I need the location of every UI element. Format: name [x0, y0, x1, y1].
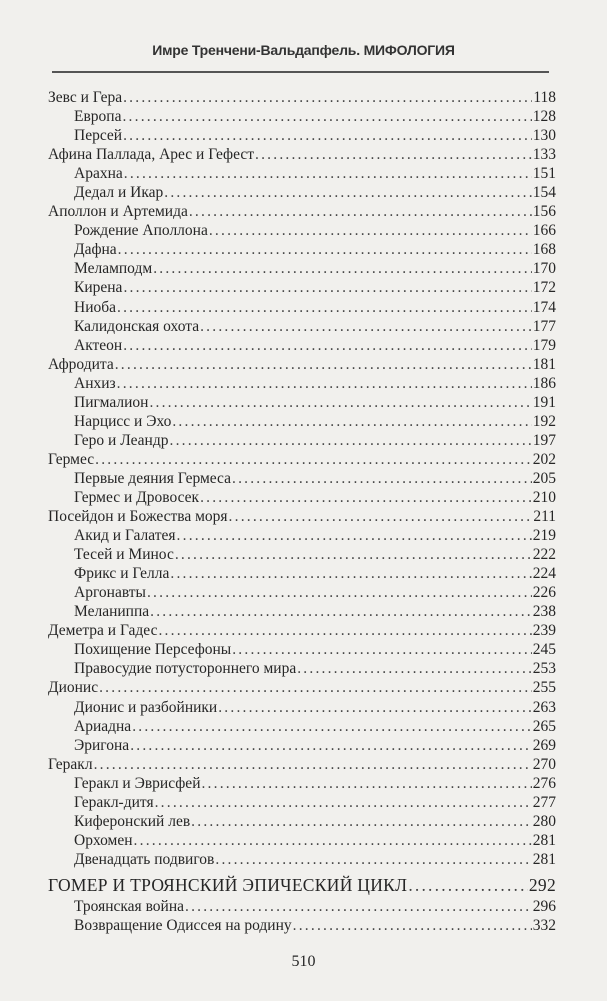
dot-leader: [123, 278, 531, 297]
dot-leader: [293, 916, 532, 935]
toc-entry-title: Анхиз: [74, 374, 116, 392]
dot-leader: [255, 145, 532, 164]
toc-entry: [48, 640, 556, 659]
dot-leader: [149, 393, 531, 412]
toc-entry: [48, 488, 556, 507]
dot-leader: [122, 107, 531, 126]
dot-leader: [150, 602, 532, 621]
toc-entry: [48, 126, 556, 145]
toc-entry-page: 172: [532, 279, 556, 297]
toc-entry-title: Гермес: [48, 450, 95, 468]
toc-entry-title: Персей: [74, 127, 123, 145]
dot-leader: [408, 872, 528, 898]
toc-entry-page: 191: [532, 393, 556, 411]
toc-entry-page: 222: [532, 546, 556, 564]
toc-entry: [48, 850, 556, 869]
toc-entry: [48, 736, 556, 755]
toc-entry-page: 130: [532, 127, 556, 145]
toc-entry-title: Меламподм: [74, 260, 153, 278]
dot-leader: [123, 336, 532, 355]
toc-entry-page: 128: [532, 108, 556, 126]
toc-entry: [48, 507, 556, 526]
toc-entry-page: 154: [532, 184, 556, 202]
dot-leader: [115, 355, 532, 374]
toc-entry-page: 296: [532, 897, 556, 915]
dot-leader: [209, 221, 532, 240]
toc-entry-page: 332: [532, 916, 556, 934]
toc-entry-title: Европа: [74, 108, 122, 126]
dot-leader: [95, 450, 532, 469]
toc-entry-title: Двенадцать подвигов: [74, 850, 215, 868]
toc-entry-page: 181: [532, 355, 556, 373]
toc-entry-title: Зевс и Гера: [48, 89, 123, 106]
dot-leader: [172, 412, 531, 431]
toc-entry-page: 277: [532, 793, 556, 811]
toc-entry-title: Пигмалион: [74, 393, 149, 411]
dot-leader: [94, 755, 532, 774]
toc-entry-page: 219: [532, 527, 556, 545]
toc-entry-page: 226: [532, 584, 556, 602]
toc-entry: [48, 774, 556, 793]
toc-entry-page: 224: [532, 565, 556, 583]
dot-leader: [147, 583, 532, 602]
toc-entry-title: Киферонский лев: [74, 812, 191, 830]
toc-entry-title: Дионис: [48, 679, 99, 697]
toc-entry-page: 205: [532, 469, 556, 487]
toc-entry-title: Похищение Персефоны: [74, 641, 232, 659]
toc-entry: [48, 717, 556, 736]
toc-entry-title: Геракл-дитя: [74, 793, 154, 811]
toc-entry: [48, 240, 556, 259]
toc-entry: [48, 897, 556, 916]
toc-entry-title: Арахна: [74, 165, 123, 183]
toc-entry: [48, 298, 556, 317]
toc-entry: [48, 469, 556, 488]
toc-entry: [48, 916, 556, 935]
dot-leader: [189, 202, 532, 221]
toc-entry-page: 156: [532, 203, 556, 221]
toc-entry-page: 255: [532, 679, 556, 697]
toc-entry-page: 239: [532, 622, 556, 640]
toc-entry: [48, 202, 556, 221]
dot-leader: [123, 126, 532, 145]
toc-entry-title: Аргонавты: [74, 584, 146, 602]
toc-entry: [48, 659, 556, 678]
toc-entry: [48, 374, 556, 393]
toc-entry: [48, 872, 556, 897]
dot-leader: [117, 298, 532, 317]
dot-leader: [232, 469, 532, 488]
dot-leader: [164, 183, 532, 202]
toc-entry: [48, 164, 556, 183]
dot-leader: [155, 793, 532, 812]
toc-entry: [48, 393, 556, 412]
toc-entry-title: Актеон: [74, 336, 123, 354]
toc-entry-page: 170: [532, 260, 556, 278]
dot-leader: [175, 545, 532, 564]
toc-entry-page: 280: [532, 812, 556, 830]
toc-entry-page: 118: [533, 89, 556, 106]
toc-entry-title: Дедал и Икар: [74, 184, 164, 202]
toc-entry-title: Ариадна: [74, 717, 132, 735]
toc-entry-title: Троянская война: [74, 897, 184, 915]
dot-leader: [170, 564, 531, 583]
toc-entry-page: 265: [532, 717, 556, 735]
toc-entry-title: Нарцисс и Эхо: [74, 412, 172, 430]
dot-leader: [124, 164, 532, 183]
toc-entry: [48, 88, 556, 107]
toc-entry-title: Тесей и Минос: [74, 546, 174, 564]
toc-entry-page: 192: [532, 412, 556, 430]
toc-entry-page: 270: [532, 755, 556, 773]
toc-entry-title: Фрикс и Гелла: [74, 565, 170, 583]
toc-entry: [48, 831, 556, 850]
toc-entry-title: ГОМЕР И ТРОЯНСКИЙ ЭПИЧЕСКИЙ ЦИКЛ: [48, 874, 408, 895]
toc-entry: [48, 583, 556, 602]
toc-entry: [48, 317, 556, 336]
toc-entry-page: 202: [532, 450, 556, 468]
toc-entry: [48, 107, 556, 126]
toc-entry-page: 151: [532, 165, 556, 183]
header-rule: [52, 71, 549, 73]
toc-entry: [48, 602, 556, 621]
toc-entry: [48, 412, 556, 431]
toc-entry: [48, 678, 556, 697]
toc-entry: [48, 526, 556, 545]
toc-entry-title: Первые деяния Гермеса: [74, 469, 231, 487]
toc-entry-page: 197: [532, 431, 556, 449]
toc-entry-page: 281: [532, 831, 556, 849]
toc-entry: [48, 564, 556, 583]
toc-entry-title: Эригона: [74, 736, 130, 754]
toc-entry-title: Калидонская охота: [74, 317, 200, 335]
dot-leader: [118, 240, 532, 259]
toc-entry: [48, 431, 556, 450]
toc-entry-page: 177: [532, 317, 556, 335]
toc-entry-page: 281: [532, 850, 556, 868]
toc-entry-title: Меланиппа: [74, 603, 150, 621]
dot-leader: [201, 774, 531, 793]
running-header: Имре Тренчени-Вальдапфель. МИФОЛОГИЯ: [152, 42, 455, 58]
toc-entry-title: Афина Паллада, Арес и Гефест: [48, 146, 255, 164]
toc-entry-page: 238: [532, 603, 556, 621]
toc-entry-title: Орхомен: [74, 831, 133, 849]
toc-entry: [48, 145, 556, 164]
toc-entry-page: 168: [532, 241, 556, 259]
toc-entry-page: 253: [532, 660, 556, 678]
dot-leader: [297, 659, 532, 678]
page-number: 510: [291, 953, 316, 970]
toc-entry: [48, 545, 556, 564]
toc-entry: [48, 812, 556, 831]
toc-entry-page: 269: [532, 736, 556, 754]
toc-entry: [48, 259, 556, 278]
dot-leader: [132, 717, 532, 736]
toc-entry-title: Возвращение Одиссея на родину: [74, 916, 292, 934]
toc-entry-page: 186: [532, 374, 556, 392]
toc-entry: [48, 336, 556, 355]
toc-entry-page: 292: [528, 874, 556, 895]
toc-entry: [48, 183, 556, 202]
toc-entry: [48, 755, 556, 774]
dot-leader: [191, 812, 532, 831]
toc-entry-title: Рождение Аполлона: [74, 222, 208, 240]
toc-entry-page: 133: [532, 146, 556, 164]
toc-entry-page: 210: [532, 488, 556, 506]
toc-entry-title: Аполлон и Артемида: [48, 203, 188, 221]
toc-entry: [48, 793, 556, 812]
toc-entry: [48, 355, 556, 374]
dot-leader: [200, 317, 532, 336]
dot-leader: [117, 374, 532, 393]
toc-entry-title: Кирена: [74, 279, 123, 297]
toc-entry-page: 211: [533, 508, 556, 526]
toc-entry-title: Геракл: [48, 755, 93, 773]
toc-entry-title: Правосудие потустороннего мира: [74, 660, 297, 678]
toc-entry-title: Афродита: [48, 355, 114, 373]
toc-entry-title: Ниоба: [74, 298, 117, 316]
dot-leader: [200, 488, 532, 507]
toc-entry: [48, 221, 556, 240]
toc-entry: [48, 698, 556, 717]
dot-leader: [170, 431, 532, 450]
toc-entry-title: Посейдон и Божества моря: [48, 508, 228, 526]
dot-leader: [232, 640, 532, 659]
dot-leader: [215, 850, 531, 869]
toc-entry-page: 245: [532, 641, 556, 659]
dot-leader: [185, 897, 532, 916]
table-of-contents: [48, 88, 556, 935]
toc-entry-title: Геро и Леандр: [74, 431, 169, 449]
dot-leader: [153, 259, 532, 278]
dot-leader: [123, 88, 532, 107]
toc-entry-page: 174: [532, 298, 556, 316]
toc-entry: [48, 450, 556, 469]
toc-entry-title: Геракл и Эврисфей: [74, 774, 201, 792]
toc-entry: [48, 278, 556, 297]
toc-entry-page: 166: [532, 222, 556, 240]
toc-entry-title: Деметра и Гадес: [48, 622, 158, 640]
dot-leader: [99, 678, 532, 697]
toc-entry-title: Гермес и Дровосек: [74, 488, 200, 506]
toc-entry-title: Акид и Галатея: [74, 527, 176, 545]
dot-leader: [158, 621, 531, 640]
dot-leader: [130, 736, 532, 755]
toc-entry-page: 179: [532, 336, 556, 354]
dot-leader: [134, 831, 532, 850]
toc-entry-page: 276: [532, 774, 556, 792]
dot-leader: [229, 507, 533, 526]
toc-entry-page: 263: [532, 698, 556, 716]
dot-leader: [218, 698, 532, 717]
toc-entry: [48, 621, 556, 640]
toc-entry-title: Дионис и разбойники: [74, 698, 218, 716]
toc-entry-title: Дафна: [74, 241, 117, 259]
dot-leader: [177, 526, 532, 545]
